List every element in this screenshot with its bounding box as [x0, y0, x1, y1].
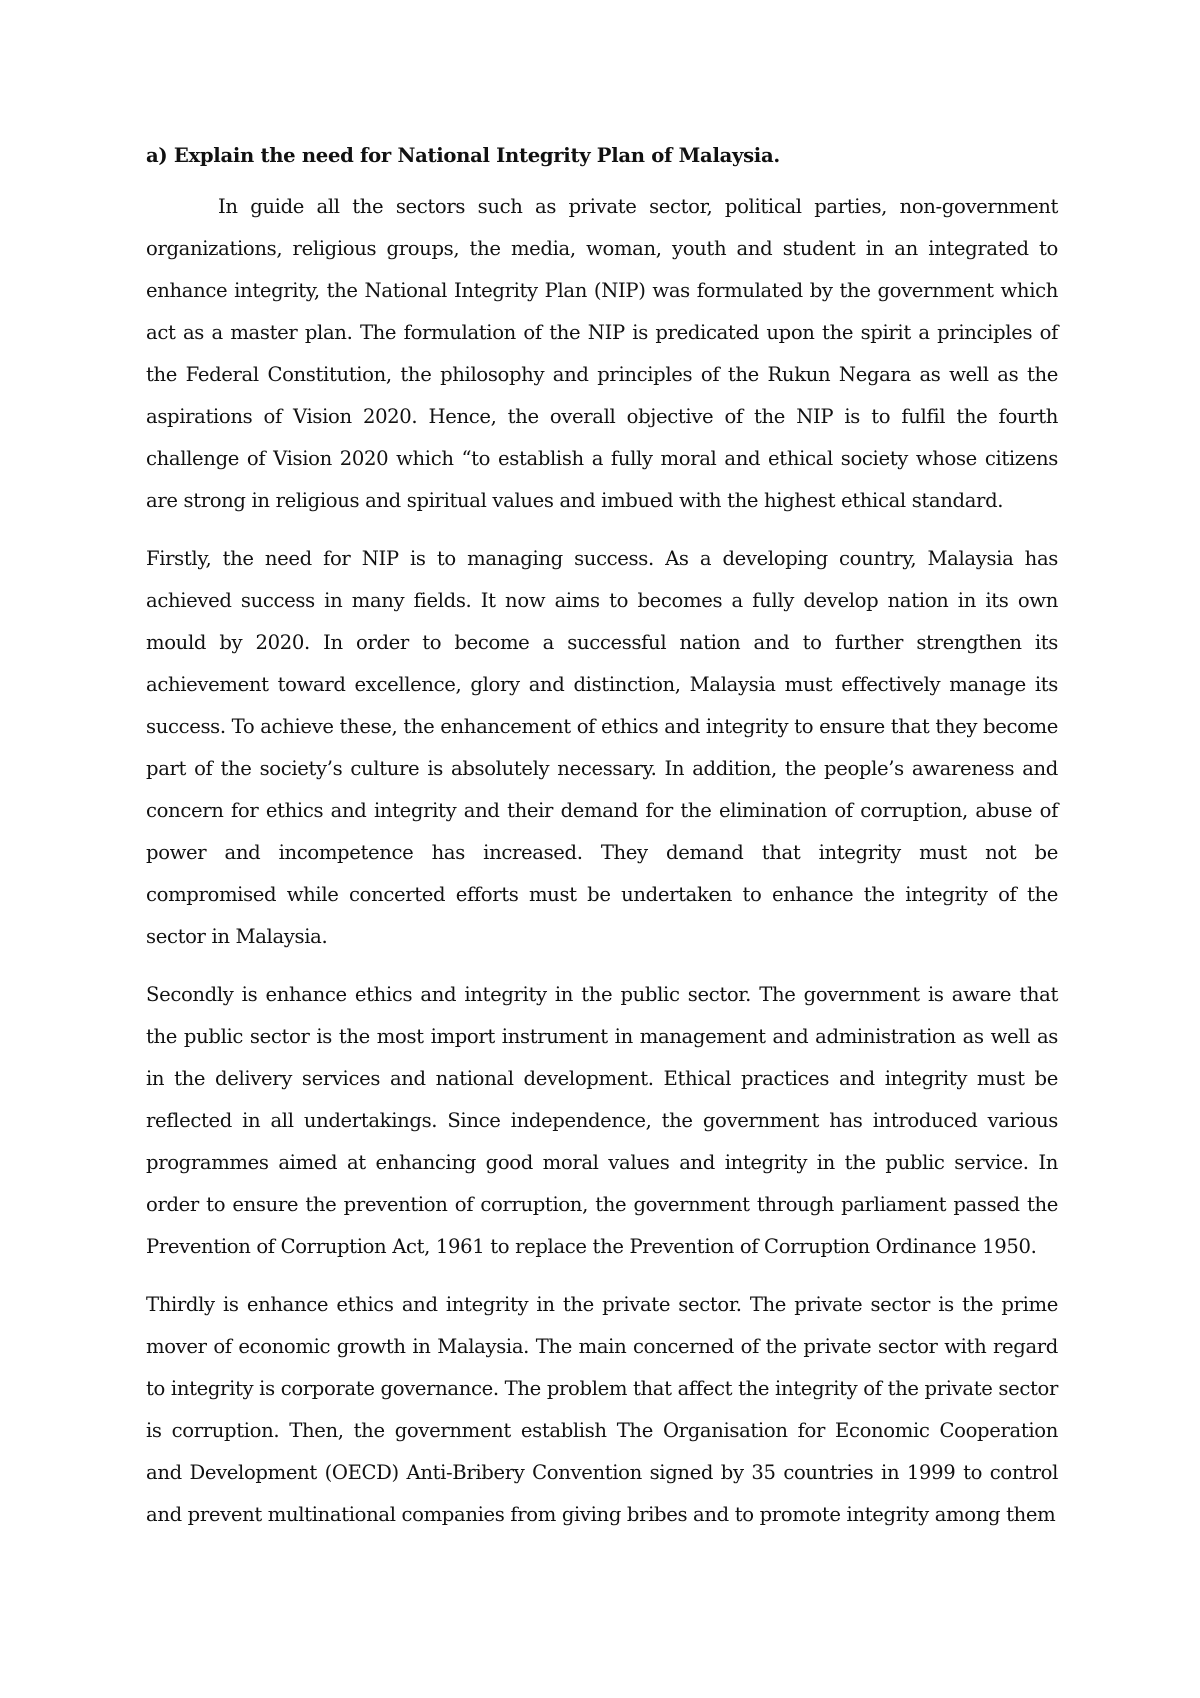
question-heading: a) Explain the need for National Integrity Plan of Malaysia. [146, 144, 780, 167]
paragraph-introduction: In guide all the sectors such as private sector, political parties, non-government organizations, religious groups, the media, woman, youth and student in an integrated to enhance integrity, the National Integrity Plan (NIP) was formulated by the government which act as a master plan. The formulation of the NIP is predicated upon the spirit a principles of the Federal Constitution, the philosophy and principles of the Rukun Negara as well as the aspirations of Vision 2020. Hence, the overall objective of the NIP is to fulfil the fourth challenge of Vision 2020 which “to establish a fully moral and ethical society whose citizens are strong in religious and spiritual values and imbued with the highest ethical standard. [146, 195, 1058, 512]
paragraph-public-sector: Secondly is enhance ethics and integrity in the public sector. The government is aware that the public sector is the most import instrument in management and administration as well as in the delivery services and national development. Ethical practices and integrity must be reflected in all undertakings. Since independence, the government has introduced various programmes aimed at enhancing good moral values and integrity in the public service. In order to ensure the prevention of corruption, the government through parliament passed the Prevention of Corruption Act, 1961 to replace the Prevention of Corruption Ordinance 1950. [146, 983, 1058, 1258]
paragraph-managing-success: Firstly, the need for NIP is to managing success. As a developing country, Malaysia has achieved success in many fields. It now aims to becomes a fully develop nation in its own mould by 2020. In order to become a successful nation and to further strengthen its achievement toward excellence, glory and distinction, Malaysia must effectively manage its success. To achieve these, the enhancement of ethics and integrity to ensure that they become part of the society’s culture is absolutely necessary. In addition, the people’s awareness and concern for ethics and integrity and their demand for the elimination of corruption, abuse of power and incompetence has increased. They demand that integrity must not be compromised while concerted efforts must be undertaken to enhance the integrity of the sector in Malaysia. [146, 547, 1058, 948]
document-body [146, 142, 1058, 1552]
paragraph-private-sector: Thirdly is enhance ethics and integrity in the private sector. The private sector is the prime mover of economic growth in Malaysia. The main concerned of the private sector with regard to integrity is corporate governance. The problem that affect the integrity of the private sector is corruption. Then, the government establish The Organisation for Economic Cooperation and Development (OECD) Anti-Bribery Convention signed by 35 countries in 1999 to control and prevent multinational companies from giving bribes and to promote integrity among them [146, 1293, 1058, 1526]
